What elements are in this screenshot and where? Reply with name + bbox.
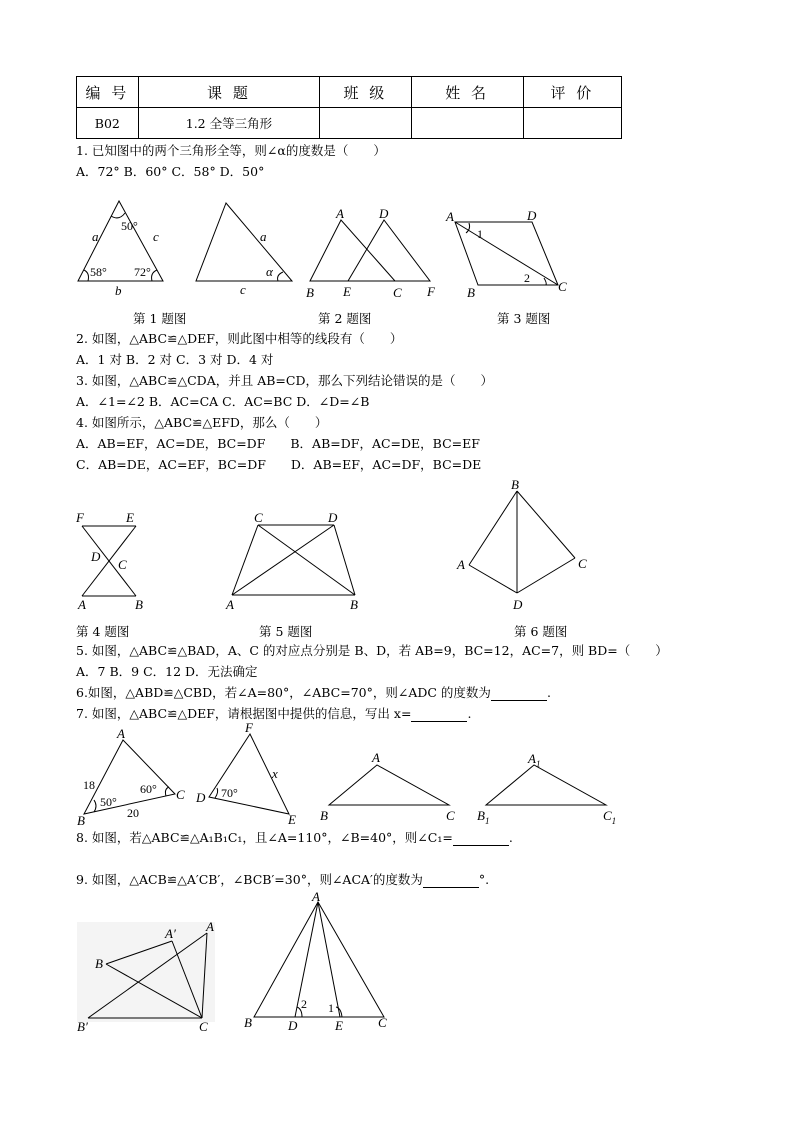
q8-line [76, 830, 513, 846]
fig7-label-f: F [245, 720, 253, 735]
q1-stem: 1. 已知图中的两个三角形全等，则∠α的度数是（ ） [76, 143, 386, 158]
fig10-label-c: C [378, 1015, 387, 1030]
fig1-caption: 第 1 题图 [133, 311, 187, 326]
q3-stem: 3. 如图，△ABC≌△CDA，并且 AB=CD，那么下列结论错误的是（ ） [76, 373, 493, 388]
fig3-label-1: 1 [477, 227, 483, 241]
header-number-value: B02 [77, 108, 139, 139]
fig4-label-f: F [76, 510, 84, 525]
q2-stem: 2. 如图，△ABC≌△DEF，则此图中相等的线段有（ ） [76, 331, 403, 346]
q1-options: A．72° B．60° C．58° D．50° [76, 164, 265, 179]
fig7-label-a: A [117, 726, 125, 741]
fig7-label-d: D [196, 790, 206, 805]
fig3-label-a: A [446, 209, 454, 224]
q6-tail: . [546, 685, 551, 700]
fig1-label-c2: c [240, 282, 246, 297]
figure-2 [300, 205, 445, 300]
q8-answer-blank[interactable] [453, 831, 509, 846]
fig1-angle-left: 58° [90, 265, 107, 279]
figure-10 [240, 890, 400, 1038]
q4-options-row2: C．AB=DE，AC=EF，BC=DF D．AB=EF，AC=DF，BC=DE [76, 457, 482, 472]
fig2-caption: 第 2 题图 [318, 311, 372, 326]
fig2-label-f: F [427, 284, 435, 299]
fig3-caption: 第 3 题图 [497, 311, 551, 326]
q7-stem: 7. 如图，△ABC≌△DEF，请根据图中提供的信息，写出 x= [76, 706, 412, 721]
q7-answer-blank[interactable] [411, 707, 467, 722]
header-col-topic: 课 题 [138, 77, 320, 108]
fig2-label-d: D [379, 206, 389, 221]
fig10-label-2: 2 [301, 997, 307, 1011]
fig10-label-b: B [244, 1015, 252, 1030]
fig6-label-b: B [511, 477, 519, 492]
fig7-side-20: 20 [127, 806, 139, 820]
fig3-label-c: C [558, 279, 567, 294]
fig8-label-b1: $B_1$ [477, 808, 490, 826]
header-topic-value: 1.2 全等三角形 [138, 108, 320, 139]
fig8-label-a: A [372, 750, 380, 765]
fig7-label-b: B [77, 813, 85, 828]
fig3-label-b: B [467, 285, 475, 300]
figure-7 [74, 720, 304, 828]
fig9-label-a-prime: A′ [165, 926, 176, 941]
q8-tail: . [508, 830, 513, 845]
fig5-label-b: B [350, 597, 358, 612]
figure-9 [74, 918, 224, 1036]
fig10-label-a: A [312, 889, 320, 904]
q6-line [76, 685, 551, 701]
fig8-label-c1: $C_1$ [603, 808, 617, 826]
q9-line [76, 872, 489, 888]
fig7-angle-50: 50° [100, 795, 117, 809]
fig4-label-e: E [126, 510, 134, 525]
fig7-label-c: C [176, 787, 185, 802]
fig9-label-b: B [95, 956, 103, 971]
fig1-angle-top: 50° [121, 219, 138, 233]
fig1-label-a: a [92, 229, 99, 244]
fig8-label-b: B [320, 808, 328, 823]
fig3-label-d: D [527, 208, 537, 223]
fig8-label-a1: $A_1$ [528, 751, 541, 769]
q6-answer-blank[interactable] [491, 686, 547, 701]
q9-tail: °. [478, 872, 490, 887]
q6-stem: 6.如图，△ABD≌△CBD，若∠A=80°，∠ABC=70°，则∠ADC 的度数为 [76, 685, 491, 700]
fig7-angle-60: 60° [140, 782, 157, 796]
fig7-label-e: E [288, 812, 296, 827]
fig1-label-c: c [153, 229, 159, 244]
fig4-label-b: B [135, 597, 143, 612]
fig1-label-alpha: α [266, 264, 273, 279]
figure-6 [455, 478, 595, 614]
fig1-label-a2: a [260, 229, 267, 244]
fig5-label-c: C [254, 510, 263, 525]
fig5-label-d: D [328, 510, 338, 525]
fig6-label-a: A [457, 557, 465, 572]
fig10-label-1: 1 [328, 1001, 334, 1015]
fig2-label-c: C [393, 285, 402, 300]
q4-stem: 4. 如图所示，△ABC≌△EFD，那么（ ） [76, 415, 328, 430]
fig10-label-d: D [288, 1018, 298, 1033]
q9-stem: 9. 如图，△ACB≌△A′CB′，∠BCB′=30°，则∠ACA′的度数为 [76, 872, 423, 887]
fig7-angle-70: 70° [221, 786, 238, 800]
figure-4 [74, 508, 154, 616]
fig4-caption: 第 4 题图 [76, 624, 130, 639]
header-col-name: 姓 名 [411, 77, 523, 108]
fig2-label-b: B [306, 285, 314, 300]
header-table [76, 76, 622, 139]
fig7-side-18: 18 [83, 778, 95, 792]
fig7-label-x: x [272, 766, 278, 781]
fig9-label-a: A [206, 919, 214, 934]
fig6-label-d: D [513, 597, 523, 612]
q8-stem: 8. 如图，若△ABC≌△A₁B₁C₁，且∠A=110°，∠B=40°，则∠C₁= [76, 830, 453, 845]
fig6-caption: 第 6 题图 [514, 624, 568, 639]
fig9-label-c: C [199, 1019, 208, 1034]
figure-8 [316, 748, 626, 826]
header-col-eval: 评 价 [523, 77, 621, 108]
fig4-label-c: C [118, 557, 127, 572]
figure-1 [70, 195, 300, 300]
figure-5 [222, 508, 370, 616]
fig8-label-c: C [446, 808, 455, 823]
fig4-label-d: D [91, 549, 101, 564]
header-col-number: 编 号 [77, 77, 139, 108]
q3-options: A．∠1=∠2 B．AC=CA C．AC=BC D．∠D=∠B [76, 394, 370, 409]
fig10-label-e: E [335, 1018, 343, 1033]
q7-tail: . [467, 706, 472, 721]
q9-answer-blank[interactable] [423, 873, 479, 888]
figure-3 [440, 205, 580, 300]
q4-options-row1: A．AB=EF，AC=DE，BC=DF B．AB=DF，AC=DE，BC=EF [76, 436, 480, 451]
fig3-label-2: 2 [524, 271, 530, 285]
fig5-label-a: A [226, 597, 234, 612]
fig6-label-c: C [578, 556, 587, 571]
fig1-label-b: b [115, 283, 122, 298]
fig2-label-e: E [343, 284, 351, 299]
fig4-label-a: A [78, 597, 86, 612]
fig5-caption: 第 5 题图 [259, 624, 313, 639]
header-name-value[interactable] [411, 108, 523, 139]
q2-options: A．1 对 B．2 对 C．3 对 D．4 对 [76, 352, 274, 367]
fig2-label-a: A [336, 206, 344, 221]
header-eval-value[interactable] [523, 108, 621, 139]
q5-stem: 5. 如图，△ABC≌△BAD，A、C 的对应点分别是 B、D，若 AB=9，BC=12，AC=7，则 BD=（ ） [76, 643, 668, 658]
header-col-class: 班 级 [320, 77, 411, 108]
header-class-value[interactable] [320, 108, 411, 139]
q5-options: A．7 B．9 C．12 D．无法确定 [76, 664, 258, 679]
fig1-angle-right: 72° [134, 265, 151, 279]
fig9-label-b-prime: B′ [77, 1019, 88, 1034]
